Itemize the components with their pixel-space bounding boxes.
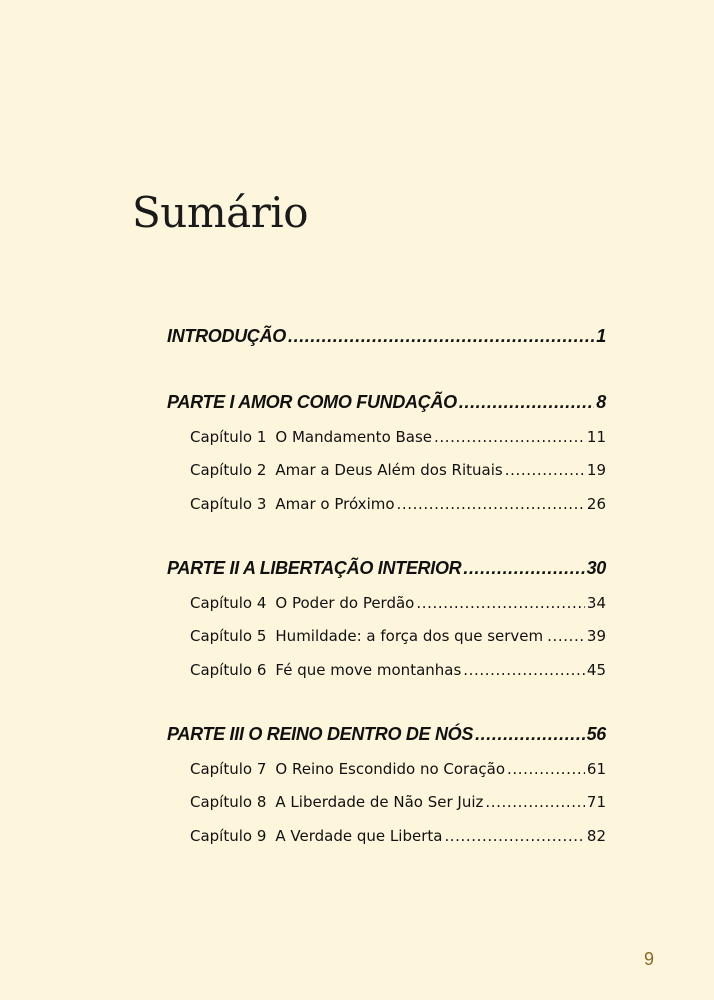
toc-entry-part-1[interactable] [167, 392, 606, 413]
chapter-title: O Poder do Perdão [275, 594, 415, 612]
toc-entry-chapter-3[interactable] [190, 495, 606, 513]
toc-entry-part-2[interactable] [167, 558, 606, 579]
chapter-title: A Liberdade de Não Ser Juiz [275, 793, 484, 811]
chapter-number: Capítulo 7 [190, 760, 267, 778]
toc-entry-introduction[interactable] [167, 326, 606, 347]
chapter-number: Capítulo 5 [190, 627, 267, 645]
toc-entry-part-3[interactable] [167, 724, 606, 745]
chapter-number: Capítulo 4 [190, 594, 267, 612]
dot-leader [463, 661, 585, 679]
chapter-number: Capítulo 3 [190, 495, 267, 513]
toc-entry-page: 11 [586, 428, 606, 446]
chapter-title: A Verdade que Liberta [275, 827, 443, 845]
toc-entry-chapter-1[interactable] [190, 428, 606, 446]
toc-entry-page: 34 [586, 594, 606, 612]
toc-entry-page: 45 [586, 661, 606, 679]
chapter-title: Humildade: a força dos que servem [275, 627, 544, 645]
dot-leader [288, 326, 594, 347]
toc-entry-chapter-5[interactable] [190, 627, 606, 645]
toc-entry-page: 30 [586, 558, 606, 578]
chapter-title: O Mandamento Base [275, 428, 433, 446]
toc-entry-chapter-7[interactable] [190, 760, 606, 778]
toc-entry-page: 19 [586, 461, 606, 479]
dot-leader [444, 827, 584, 845]
chapter-title: Fé que move montanhas [275, 661, 462, 679]
chapter-number: Capítulo 2 [190, 461, 267, 479]
chapter-title: O Reino Escondido no Coração [275, 760, 506, 778]
toc-entry-chapter-6[interactable] [190, 661, 606, 679]
page-number: 9 [644, 949, 655, 969]
toc-entry-page: 26 [586, 495, 606, 513]
toc-entry-page: 56 [586, 724, 606, 744]
dot-leader [397, 495, 585, 513]
toc-entry-label: PARTE I AMOR COMO FUNDAÇÃO [167, 392, 457, 412]
toc-entry-page: 71 [586, 793, 606, 811]
dot-leader [505, 461, 585, 479]
chapter-title: Amar a Deus Além dos Rituais [275, 461, 503, 479]
toc-entry-page: 39 [586, 627, 606, 645]
chapter-number: Capítulo 8 [190, 793, 267, 811]
dot-leader [434, 428, 585, 446]
chapter-title: Amar o Próximo [275, 495, 395, 513]
toc-entry-page: 82 [586, 827, 606, 845]
dot-leader [547, 627, 583, 645]
dot-leader [459, 392, 594, 413]
dot-leader [475, 724, 585, 745]
chapter-number: Capítulo 1 [190, 428, 267, 446]
toc-entry-chapter-8[interactable] [190, 793, 606, 811]
dot-leader [507, 760, 585, 778]
dot-leader [485, 793, 585, 811]
dot-leader [416, 594, 585, 612]
toc-entry-page: 1 [596, 326, 606, 346]
chapter-number: Capítulo 9 [190, 827, 267, 845]
toc-entry-label: INTRODUÇÃO [167, 326, 286, 346]
toc-entry-chapter-4[interactable] [190, 594, 606, 612]
toc-entry-page: 8 [596, 392, 606, 412]
dot-leader [463, 558, 584, 579]
toc-entry-chapter-2[interactable] [190, 461, 606, 479]
toc-entry-page: 61 [586, 760, 606, 778]
toc-entry-label: PARTE II A LIBERTAÇÃO INTERIOR [167, 558, 462, 578]
toc-entry-label: PARTE III O REINO DENTRO DE NÓS [167, 724, 474, 744]
chapter-number: Capítulo 6 [190, 661, 267, 679]
page-title: Sumário [132, 188, 308, 237]
toc-entry-chapter-9[interactable] [190, 827, 606, 845]
